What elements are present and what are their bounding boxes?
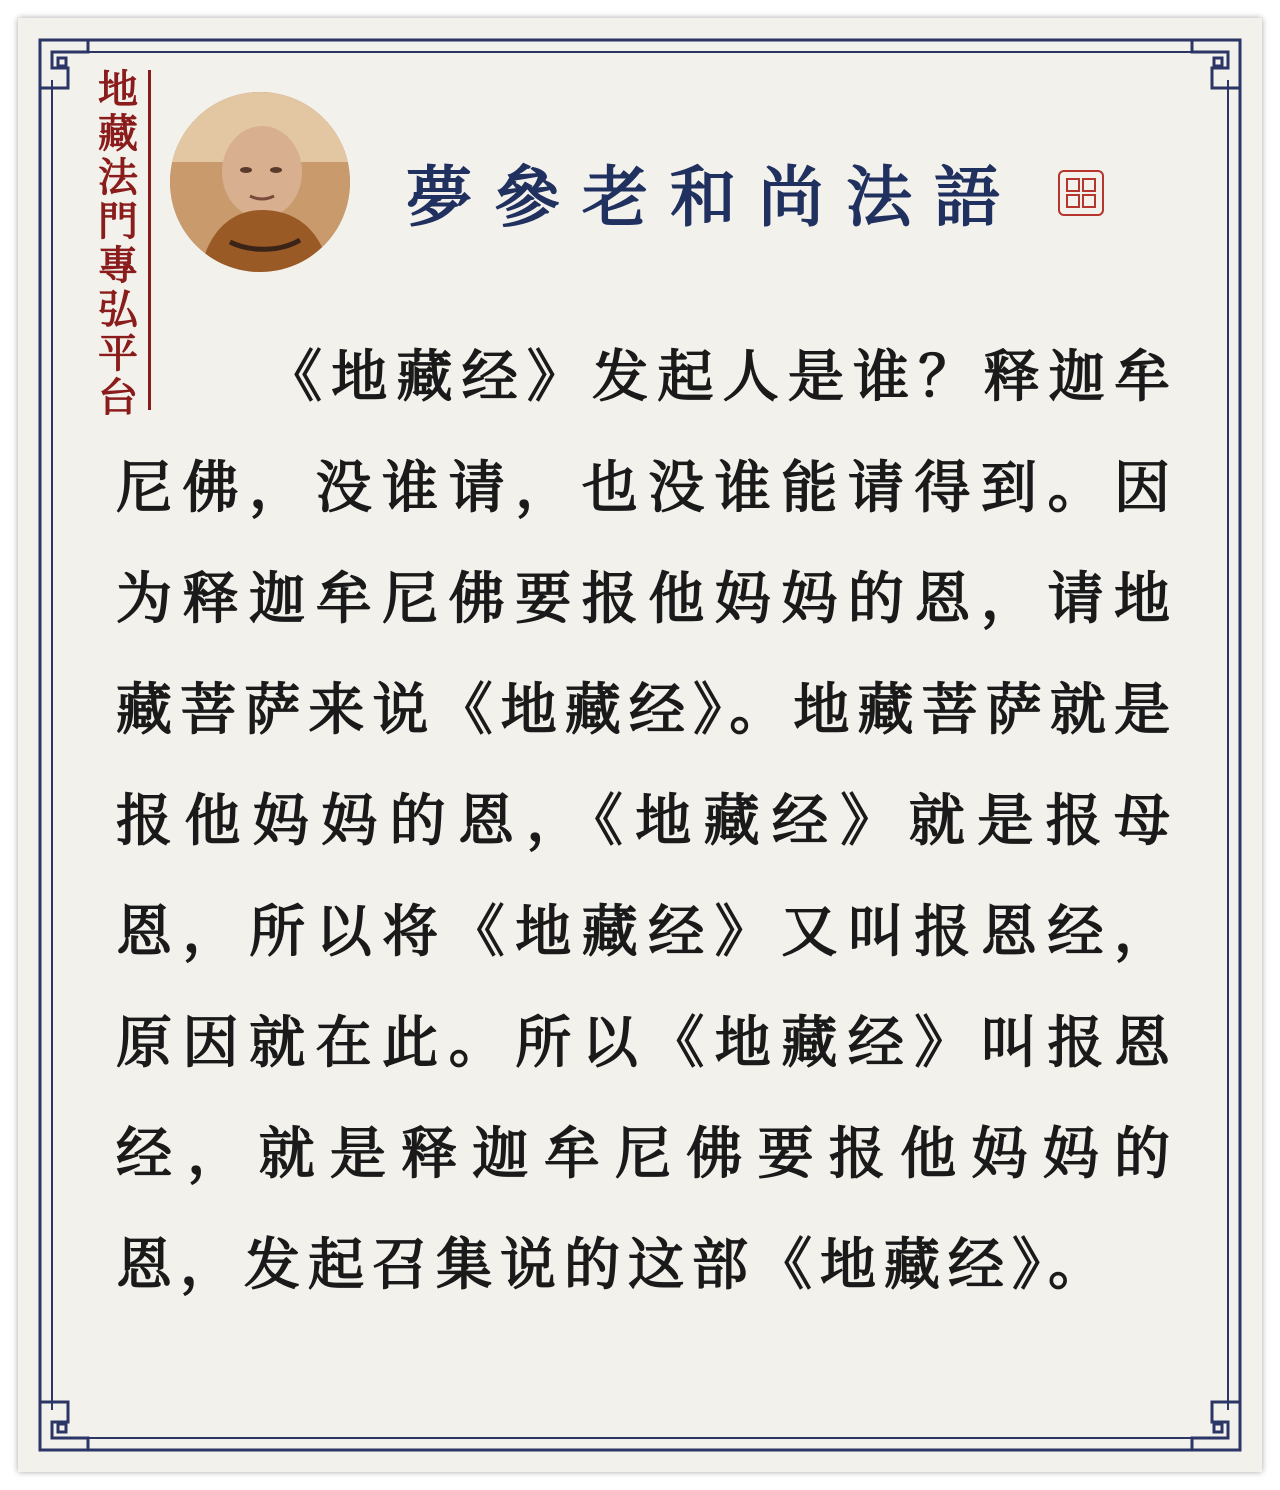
seal-icon [1064,176,1098,210]
side-label-char: 門 [98,198,138,245]
side-label-char: 藏 [98,110,138,157]
seal-stamp [1058,170,1104,216]
side-label-char: 平 [98,330,138,377]
side-label-char: 專 [98,242,138,289]
monk-portrait [170,92,350,272]
page-title: 夢參老和尚法語 [406,158,1022,236]
side-label-char: 弘 [98,286,138,333]
quote-body: 《地藏经》发起人是谁？释迦牟尼佛，没谁请，也没谁能请得到。因为释迦牟尼佛要报他妈妈的恩，请地藏菩萨来说《地藏经》。地藏菩萨就是报他妈妈的恩，《地藏经》就是报母恩，所以将《地藏经》又叫报恩经，原因就在此。所以《地藏经》叫报恩经，就是释迦牟尼佛要报他妈妈的恩，发起召集说的这部《地藏经》。 [116,344,1178,1298]
side-label-char: 法 [98,154,138,201]
portrait-illustration [170,92,350,272]
quote-card [18,18,1262,1472]
side-label-char: 台 [98,374,138,421]
side-label-char: 地 [98,66,138,113]
